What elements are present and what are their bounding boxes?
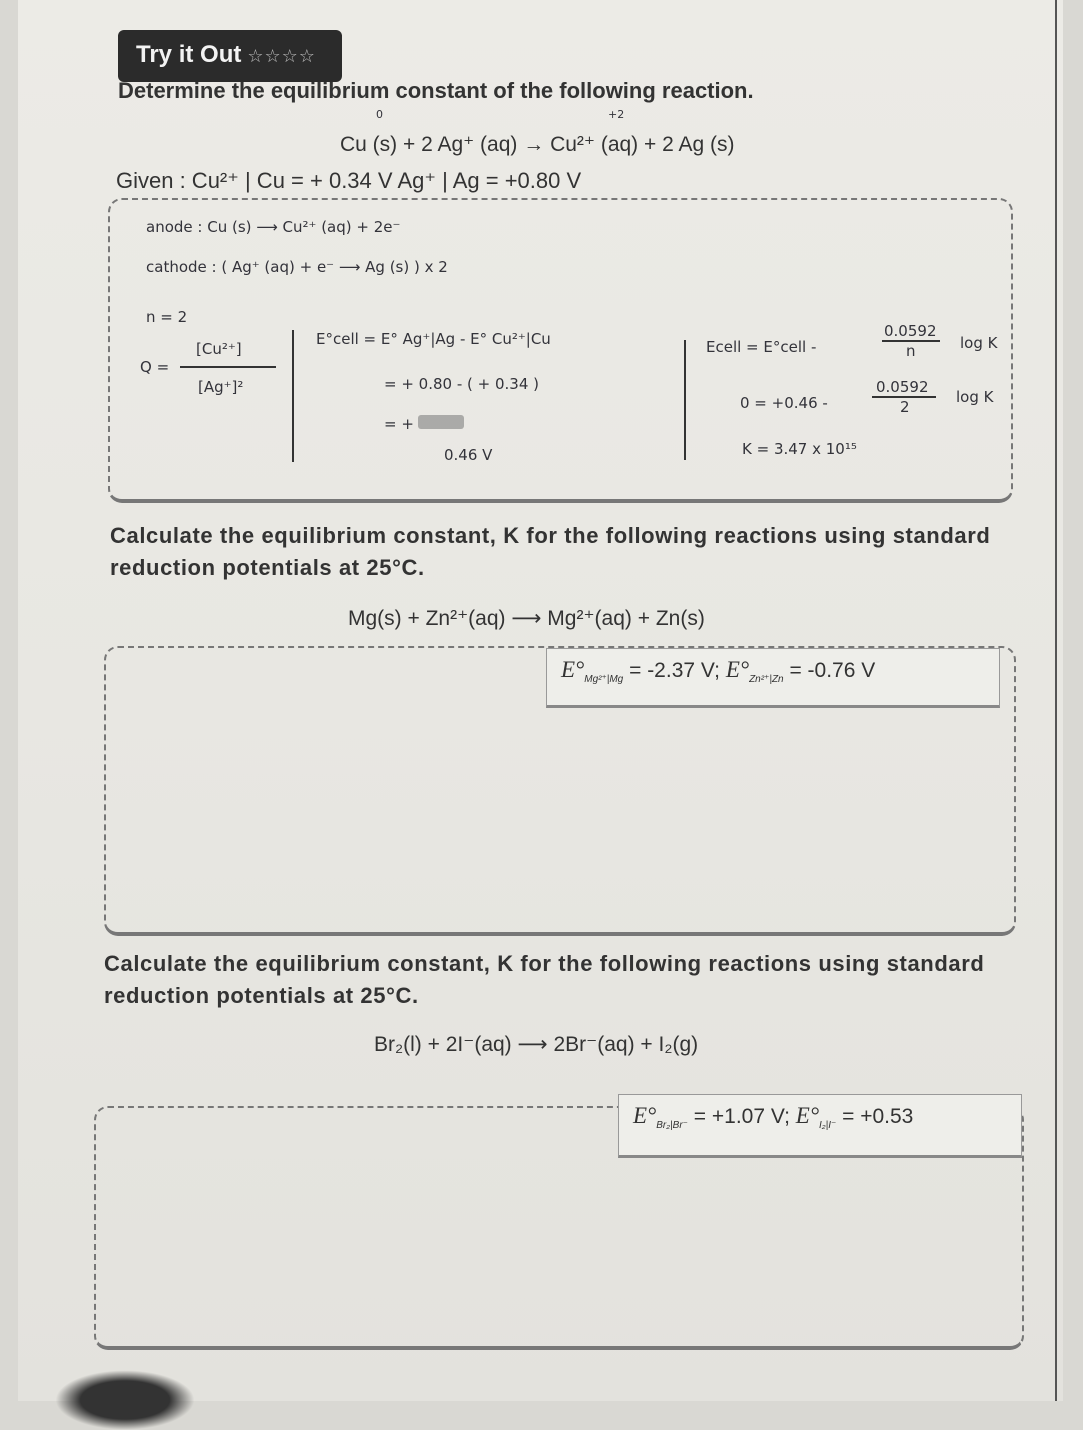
e2-value: = +0.53: [842, 1105, 914, 1128]
example-reaction: Cu (s) + 2 Ag⁺ (aq) → Cu²⁺ (aq) + 2 Ag (s): [340, 133, 735, 156]
nernst-equation: Ecell = E°cell -: [706, 338, 817, 356]
difficulty-stars-icon: ☆☆☆☆: [247, 46, 316, 66]
nernst2-frac-denominator: 2: [900, 398, 910, 416]
q-numerator: [Cu²⁺]: [196, 340, 242, 358]
badge-label: Try it Out: [136, 41, 242, 68]
nernst2-frac-numerator: 0.0592: [876, 378, 929, 396]
anode-half-reaction: anode : Cu (s) ⟶ Cu²⁺ (aq) + 2e⁻: [146, 218, 401, 236]
example-instruction: Determine the equilibrium constant of the following reaction.: [118, 78, 754, 103]
scribbled-out-value: [418, 415, 464, 429]
e-symbol: E°: [795, 1103, 820, 1128]
annotation-zero: 0: [376, 108, 383, 121]
e1-subscript: Br₂|Br⁻: [656, 1120, 688, 1132]
column-divider-1: [292, 330, 294, 462]
e-symbol: E°: [561, 657, 585, 682]
potentials-box-2: [618, 1094, 1022, 1158]
q-fraction-bar: [180, 366, 276, 368]
e1-value: = -2.37 V;: [629, 659, 720, 682]
ecell-equals: = +: [384, 415, 414, 433]
e2-subscript: Zn²⁺|Zn: [749, 674, 784, 686]
e2-value: = -0.76 V: [789, 659, 876, 682]
photo-shadow: [55, 1370, 195, 1430]
question-2-reaction: Br₂(l) + 2I⁻(aq) ⟶ 2Br⁻(aq) + I₂(g): [374, 1033, 699, 1056]
cathode-half-reaction: cathode : ( Ag⁺ (aq) + e⁻ ⟶ Ag (s) ) x 2: [146, 258, 448, 276]
k-result: K = 3.47 x 10¹⁵: [742, 440, 857, 458]
e-symbol: E°: [633, 1103, 657, 1128]
try-it-out-badge: [118, 30, 342, 82]
q-label: Q =: [140, 358, 170, 376]
nernst-substituted: 0 = +0.46 -: [740, 394, 828, 412]
question-2-text: Calculate the equilibrium constant, K for the following reactions using standard reduction potentials at 25°C.: [104, 951, 985, 1008]
question-1-reaction: Mg(s) + Zn²⁺(aq) ⟶ Mg²⁺(aq) + Zn(s): [348, 607, 705, 630]
annotation-plus-two: +2: [608, 108, 625, 121]
e2-subscript: I₂|I⁻: [819, 1120, 837, 1132]
column-divider-2: [684, 340, 686, 460]
nernst2-log-k: log K: [956, 388, 994, 406]
q-denominator: [Ag⁺]²: [198, 378, 244, 396]
potentials-box-1: [546, 648, 1000, 708]
given-potentials: Given : Cu²⁺ | Cu = + 0.34 V Ag⁺ | Ag = +0.80 V: [116, 168, 582, 193]
ecell-substitution: = + 0.80 - ( + 0.34 ): [384, 375, 539, 393]
ecell-formula: E°cell = E° Ag⁺|Ag - E° Cu²⁺|Cu: [316, 330, 551, 348]
nernst-frac-numerator: 0.0592: [884, 322, 937, 340]
page-edge-line: [1055, 0, 1057, 1401]
electrons-n: n = 2: [146, 308, 188, 326]
question-1-text: Calculate the equilibrium constant, K for the following reactions using standard reduction potentials at 25°C.: [110, 523, 991, 580]
nernst-log-k: log K: [960, 334, 998, 352]
e1-value: = +1.07 V;: [693, 1105, 790, 1128]
ecell-result: 0.46 V: [444, 446, 493, 464]
e1-subscript: Mg²⁺|Mg: [584, 674, 624, 686]
e-symbol: E°: [725, 657, 750, 682]
nernst-frac-denominator: n: [906, 342, 916, 360]
worked-solution-box: [108, 198, 1013, 503]
